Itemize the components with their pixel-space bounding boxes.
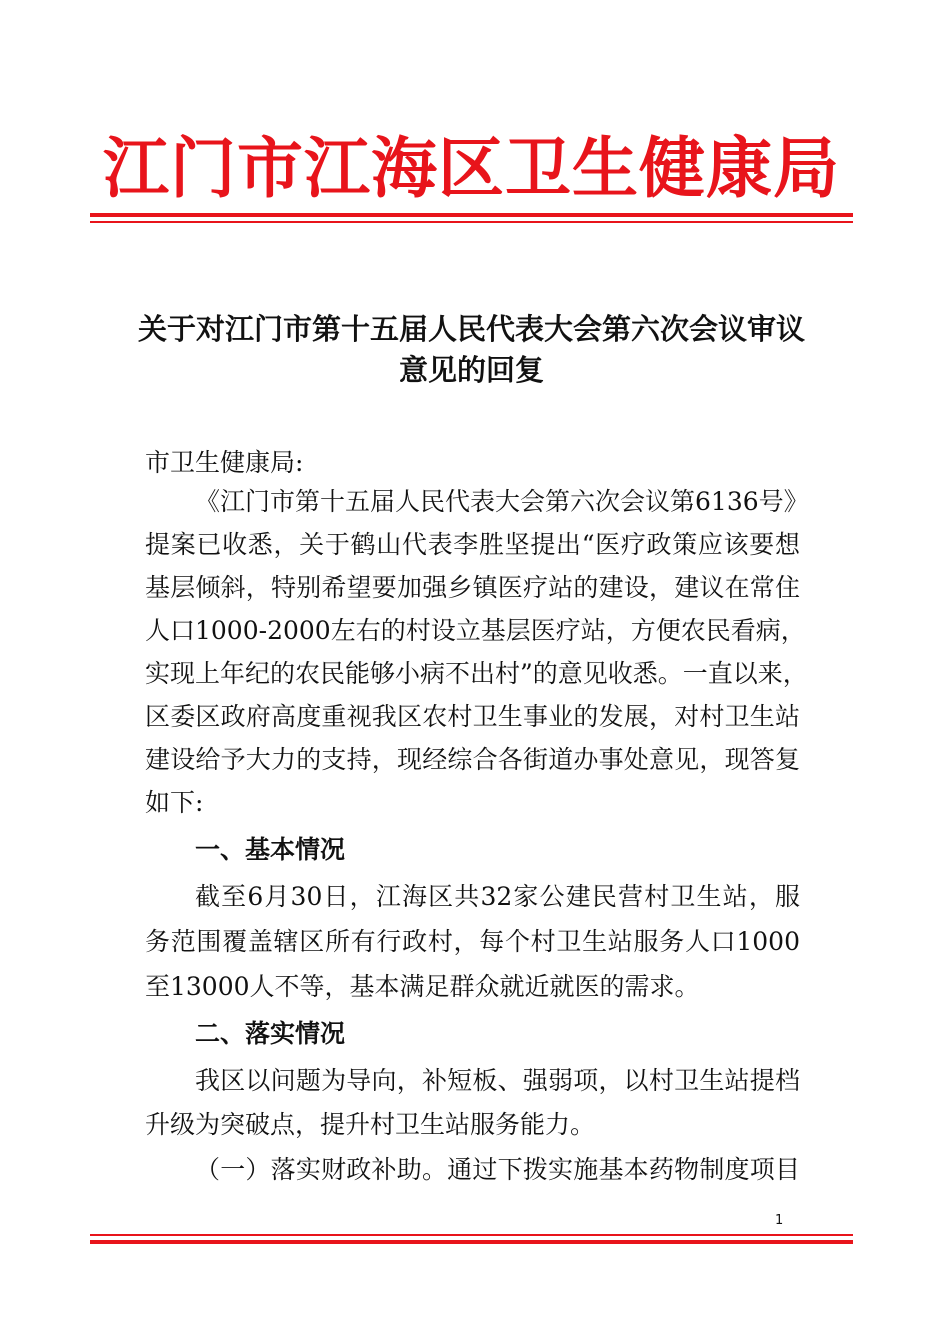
section-1-line-2: 务范围覆盖辖区所有行政村，每个村卫生站服务人口1000 bbox=[145, 927, 800, 956]
intro-line-3: 基层倾斜，特别希望要加强乡镇医疗站的建设，建议在常住 bbox=[145, 573, 800, 602]
section-2-line-2: 升级为突破点，提升村卫生站服务能力。 bbox=[145, 1110, 596, 1139]
section-1-heading: 一、基本情况 bbox=[195, 835, 346, 864]
document-title-line-2: 意见的回复 bbox=[398, 353, 544, 387]
section-2-heading: 二、落实情况 bbox=[195, 1019, 346, 1048]
letterhead-title: 江门市江海区卫生健康局 bbox=[103, 129, 840, 207]
footer-rule-thick bbox=[90, 1240, 853, 1244]
intro-line-4: 人口1000-2000左右的村设立基层医疗站，方便农民看病， bbox=[145, 616, 806, 645]
section-2-line-1: 我区以问题为导向，补短板、强弱项，以村卫生站提档 bbox=[195, 1066, 800, 1095]
footer-rule-thin bbox=[90, 1234, 853, 1236]
letterhead-rule-thin-top bbox=[90, 221, 853, 223]
intro-line-5: 实现上年纪的农民能够小病不出村”的意见收悉。一直以来， bbox=[145, 659, 808, 688]
section-1-line-1: 截至6月30日，江海区共32家公建民营村卫生站，服 bbox=[195, 882, 800, 911]
intro-line-2: 提案已收悉，关于鹤山代表李胜坚提出“医疗政策应该要想 bbox=[145, 530, 800, 559]
letterhead-rule-thick-top bbox=[90, 213, 853, 217]
page-number: 1 bbox=[775, 1213, 784, 1228]
intro-line-1: 《江门市第十五届人民代表大会第六次会议第6136号》 bbox=[195, 487, 809, 516]
document-title-line-1: 关于对江门市第十五届人民代表大会第六次会议审议 bbox=[137, 312, 805, 346]
salutation: 市卫生健康局: bbox=[145, 448, 304, 477]
intro-line-8: 如下: bbox=[145, 788, 204, 817]
intro-line-6: 区委区政府高度重视我区农村卫生事业的发展，对村卫生站 bbox=[145, 702, 800, 731]
section-1-line-3: 至13000人不等，基本满足群众就近就医的需求。 bbox=[145, 972, 700, 1001]
subsection-1-line-1: （一）落实财政补助。通过下拨实施基本药物制度项目 bbox=[195, 1155, 800, 1184]
intro-line-7: 建设给予大力的支持，现经综合各街道办事处意见，现答复 bbox=[145, 745, 800, 774]
